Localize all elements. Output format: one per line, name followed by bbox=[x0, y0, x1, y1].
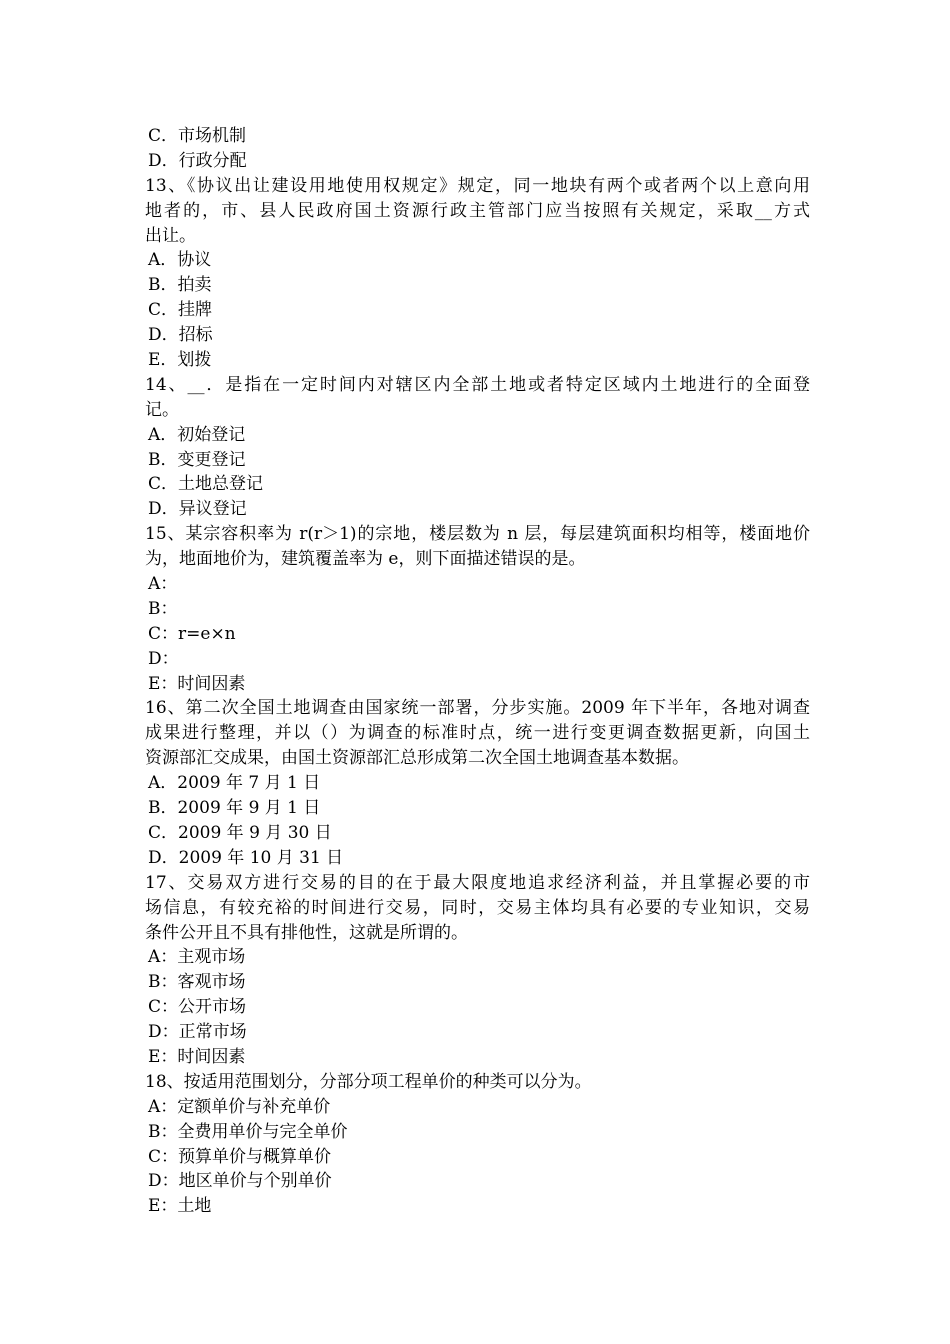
document-body bbox=[145, 124, 810, 1219]
option-line: C：r=e×n bbox=[148, 623, 236, 644]
option-line: D：正常市场 bbox=[148, 1022, 247, 1043]
option-line: A：主观市场 bbox=[148, 947, 246, 968]
option-line: B．变更登记 bbox=[148, 449, 246, 470]
option-line: D：地区单价与个别单价 bbox=[148, 1171, 332, 1192]
question-17-line: 17、交易双方进行交易的目的在于最大限度地追求经济利益，并且掌握必要的市 bbox=[145, 872, 810, 893]
question-17-line: 场信息，有较充裕的时间进行交易，同时，交易主体均具有必要的专业知识，交易 bbox=[145, 897, 810, 918]
question-14-line: 记。 bbox=[145, 399, 179, 420]
question-15-line: 为，地面地价为，建筑覆盖率为 e，则下面描述错误的是。 bbox=[145, 549, 586, 570]
question-14-line: 14、__．是指在一定时间内对辖区内全部土地或者特定区域内土地进行的全面登 bbox=[145, 374, 810, 395]
question-17-line: 条件公开且不具有排他性，这就是所谓的。 bbox=[145, 922, 468, 943]
option-line: C：公开市场 bbox=[148, 997, 247, 1018]
option-line: C．挂牌 bbox=[148, 300, 213, 321]
option-line: E．划拨 bbox=[148, 350, 212, 371]
option-line: B：客观市场 bbox=[148, 972, 246, 993]
question-13-line: 地者的，市、县人民政府国土资源行政主管部门应当按照有关规定，采取__方式 bbox=[145, 200, 810, 221]
option-line: B：全费用单价与完全单价 bbox=[148, 1121, 348, 1142]
option-line: E：时间因素 bbox=[148, 1046, 246, 1067]
option-line: B．2009 年 9 月 1 日 bbox=[148, 798, 321, 819]
question-13-line: 13、《协议出让建设用地使用权规定》规定，同一地块有两个或者两个以上意向用 bbox=[145, 175, 810, 196]
option-line: C：预算单价与概算单价 bbox=[148, 1146, 332, 1167]
option-line: B．拍卖 bbox=[148, 275, 212, 296]
option-line: A：定额单价与补充单价 bbox=[148, 1096, 331, 1117]
question-13-line: 出让。 bbox=[145, 225, 196, 246]
option-line: E：土地 bbox=[148, 1196, 212, 1217]
question-16-line: 16、第二次全国土地调查由国家统一部署，分步实施。2009 年下半年，各地对调查 bbox=[145, 698, 810, 719]
option-line: C．市场机制 bbox=[148, 126, 247, 146]
question-16-line: 成果进行整理，并以（）为调查的标准时点，统一进行变更调查数据更新，向国土 bbox=[145, 723, 810, 744]
question-15-line: 15、某宗容积率为 r(r＞1)的宗地，楼层数为 n 层，每层建筑面积均相等，楼面地价 bbox=[145, 524, 810, 545]
option-line: E：时间因素 bbox=[148, 673, 246, 694]
option-line: B： bbox=[148, 598, 178, 619]
option-line: A．2009 年 7 月 1 日 bbox=[148, 773, 321, 794]
option-line: D： bbox=[148, 648, 179, 669]
option-line: D．招标 bbox=[148, 325, 213, 346]
option-line: A．初始登记 bbox=[148, 424, 246, 445]
option-line: D．行政分配 bbox=[148, 150, 247, 171]
question-16-line: 资源部汇交成果，由国土资源部汇总形成第二次全国土地调查基本数据。 bbox=[145, 748, 689, 769]
question-18-line: 18、按适用范围划分，分部分项工程单价的种类可以分为。 bbox=[145, 1071, 592, 1092]
option-line: A．协议 bbox=[148, 250, 212, 271]
option-line: D．2009 年 10 月 31 日 bbox=[148, 847, 344, 868]
option-line: A： bbox=[148, 574, 178, 595]
option-line: D．异议登记 bbox=[148, 499, 247, 520]
option-line: C．土地总登记 bbox=[148, 474, 264, 495]
option-line: C．2009 年 9 月 30 日 bbox=[148, 822, 332, 843]
